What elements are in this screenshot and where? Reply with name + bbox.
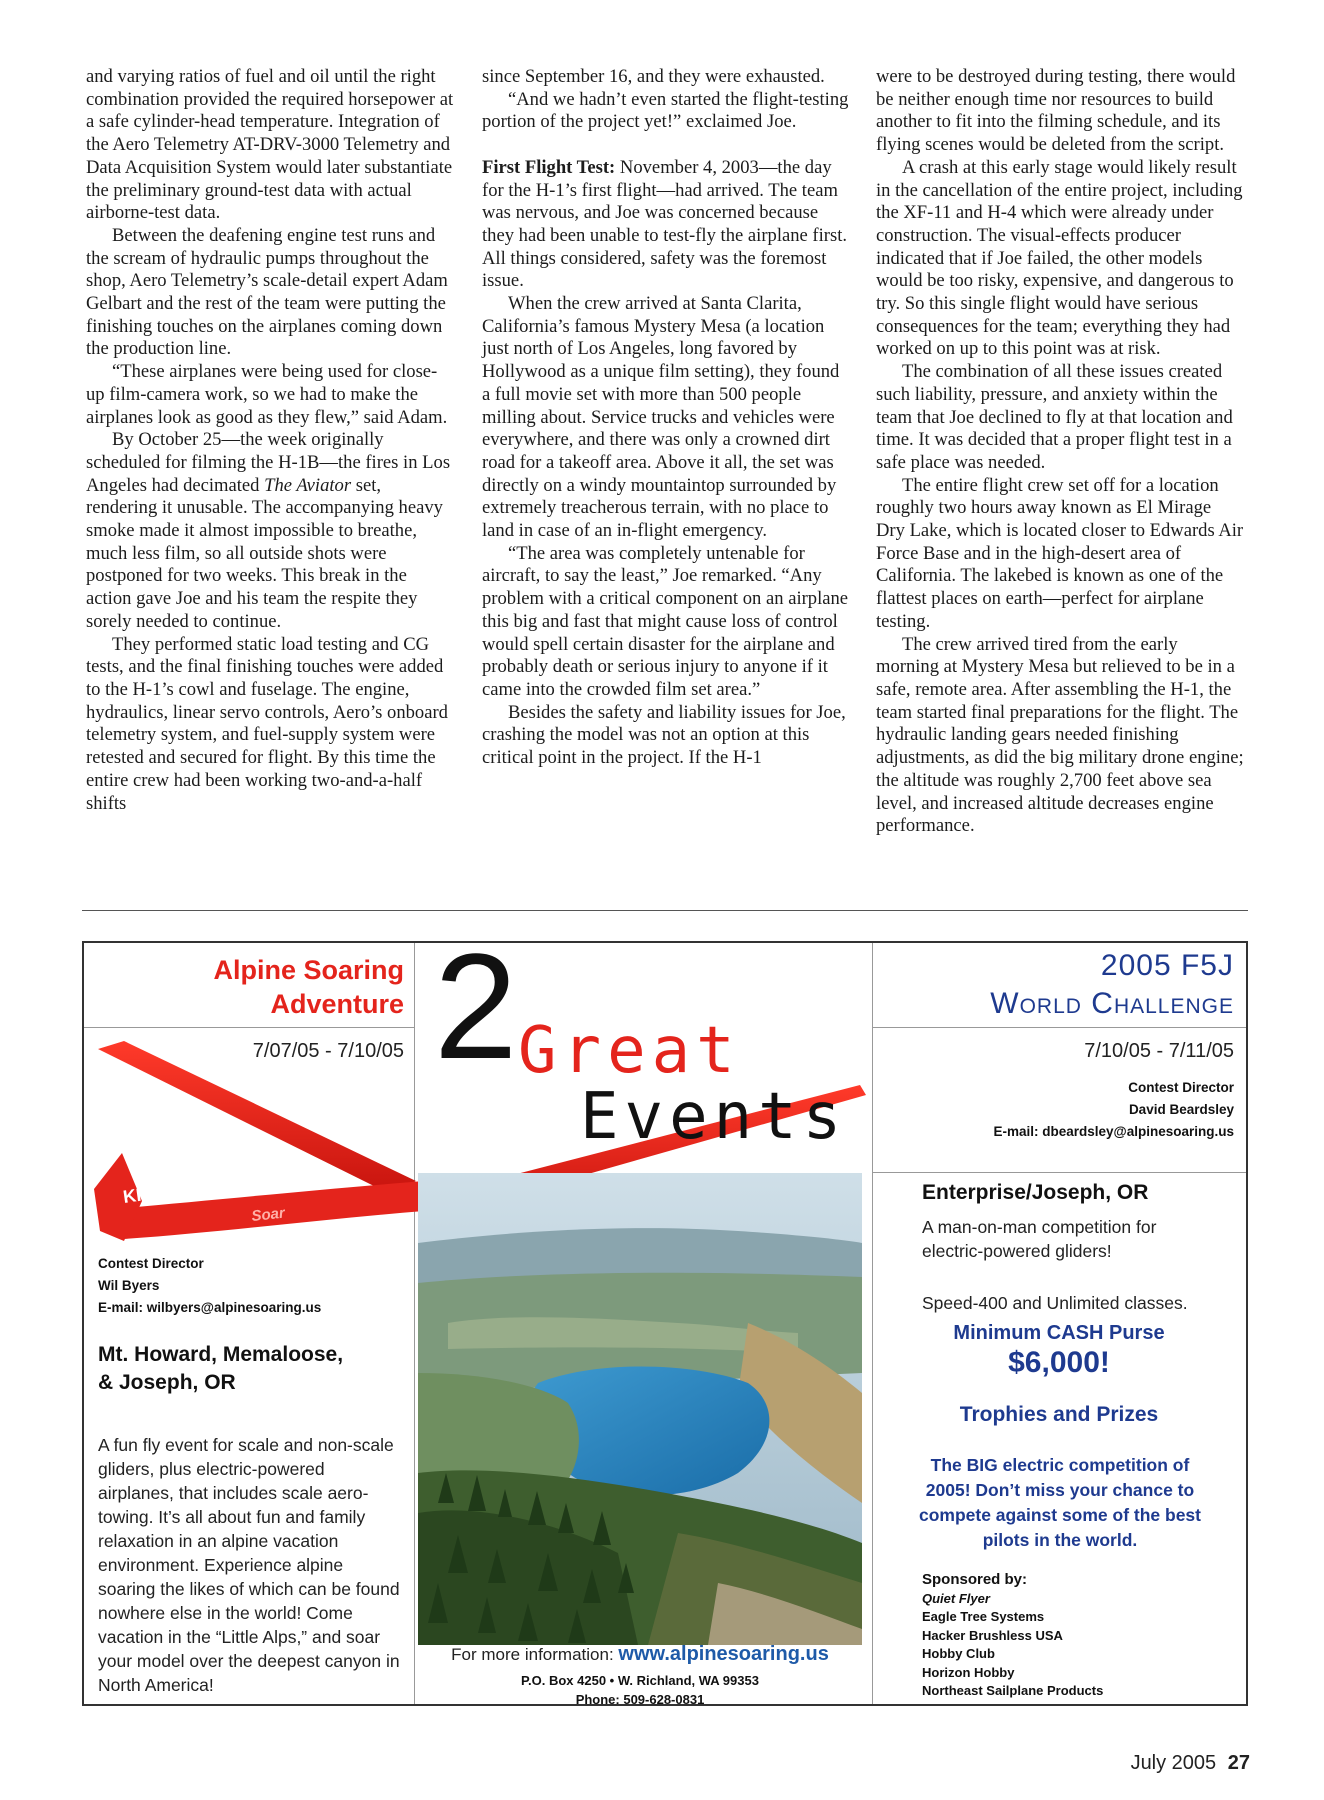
article-column-2 bbox=[482, 66, 850, 770]
more-info-label: For more information: bbox=[451, 1645, 614, 1664]
event-dates-alpine: 7/07/05 - 7/10/05 bbox=[252, 1040, 404, 1062]
sponsor-name: Hobby Club bbox=[922, 1646, 995, 1661]
sponsors bbox=[922, 1571, 1222, 1701]
paragraph: Between the deafening engine test runs and the scream of hydraulic pumps throughout the shop, Aero Telemetry’s scale-detail expert Adam Gelbart and the rest of the team were putting the finishing touches on the airplanes coming down the production line. bbox=[86, 224, 448, 360]
trophies-prizes: Trophies and Prizes bbox=[959, 1403, 1159, 1426]
text-run: November 4, 2003—the day for the H-1’s first flight—had arrived. The team was nervous, and Joe was concerned because they had been unable to test-fly the airplane first. All things considered, safety was the foremost issue. bbox=[482, 156, 848, 292]
headline-great: Great bbox=[518, 1014, 741, 1088]
divider bbox=[872, 943, 873, 1704]
subhead: First Flight Test: bbox=[482, 156, 616, 178]
purse-amount: $6,000! bbox=[1008, 1346, 1110, 1379]
event-dates-f5j: 7/10/05 - 7/11/05 bbox=[1084, 1040, 1234, 1062]
paragraph: A crash at this early stage would likely result in the cancellation of the entire project, including the XF-11 and H-4 which were already under construction. The visual-effects producer indicated that if Joe failed, the other models would be too risky, expensive, and dangerous to try. So this single flight would have serious consequences for the team; everything they had worked on up to this point was at risk. bbox=[876, 156, 1243, 360]
website-link[interactable]: www.alpinesoaring.us bbox=[618, 1643, 829, 1665]
location-line: & Joseph, OR bbox=[98, 1371, 236, 1394]
article-column-1 bbox=[86, 66, 454, 815]
title-line: 2005 F5J bbox=[1100, 949, 1234, 982]
paragraph: “The area was completely untenable for aircraft, to say the least,” Joe remarked. “Any problem with a critical component on an airplane this big and fast that might cause loss of control would spell certain disaster for the airplane and probably death or serious injury to anyone if it came into the crowded film set area.” bbox=[482, 542, 849, 700]
purse-label: Minimum CASH Purse bbox=[953, 1322, 1165, 1344]
contest-director-f5j bbox=[884, 1077, 1234, 1143]
title-line: Adventure bbox=[270, 989, 404, 1019]
text-run: set, rendering it unusable. The accompanying heavy smoke made it almost impossible to breathe, much less film, so all outside shots were postponed for two weeks. This break in the action gave Joe and his team the respite they sorely needed to continue. bbox=[86, 474, 443, 632]
location-f5j: Enterprise/Joseph, OR bbox=[922, 1181, 1149, 1204]
classes-f5j: Speed-400 and Unlimited classes. bbox=[922, 1293, 1188, 1313]
address: P.O. Box 4250 • W. Richland, WA 99353 bbox=[521, 1673, 759, 1688]
paragraph: were to be destroyed during testing, there would be neither enough time nor resources to build another to fit into the filming schedule, and its flying scenes would be deleted from the script. bbox=[876, 66, 1236, 156]
paragraph bbox=[86, 429, 454, 633]
paragraph: When the crew arrived at Santa Clarita, California’s famous Mystery Mesa (a location just north of Los Angeles, long favored by Hollywood as a unique film setting), they found a full movie set with more than 500 people milling about. Service trucks and vehicles were everywhere, and there was only a crowned dirt road for a takeoff area. Above it all, the set was directly on a windy mountaintop surrounded by extremely treacherous terrain, with no place to land in case of an in-flight emergency. bbox=[482, 293, 840, 542]
glider-fuselage-text: Soar bbox=[250, 1204, 286, 1225]
sponsor-name: Quiet Flyer bbox=[922, 1590, 990, 1606]
location-line: Mt. Howard, Memaloose, bbox=[98, 1343, 344, 1366]
headline-events: Events bbox=[580, 1080, 848, 1154]
event-title-f5j bbox=[884, 947, 1234, 1023]
director-label: Contest Director bbox=[98, 1256, 204, 1271]
director-name: David Beardsley bbox=[1128, 1102, 1234, 1117]
paragraph: The combination of all these issues created such liability, pressure, and anxiety within the team that Joe declined to fly at that location and time. It was decided that a proper flight test in a safe place was needed. bbox=[876, 361, 1233, 473]
sponsored-by-label: Sponsored by: bbox=[922, 1571, 1028, 1588]
sponsor-name: Hacker Brushless USA bbox=[922, 1627, 1063, 1643]
divider bbox=[872, 1027, 1246, 1028]
article-column-3 bbox=[876, 66, 1244, 838]
paragraph: and varying ratios of fuel and oil until the right combination provided the required horsepower at a safe cylinder-head temperature. Integration of the Aero Telemetry AT-DRV-3000 Telemetry and Data Acquisition System would later substantiate the preliminary ground-test data with actual airborne-test data. bbox=[86, 66, 454, 224]
description-f5j: A man-on-man competition for electric-powered gliders! bbox=[922, 1217, 1157, 1261]
page-number: 27 bbox=[1227, 1752, 1250, 1774]
location-alpine bbox=[98, 1341, 408, 1397]
glider-tail-text: KP bbox=[121, 1183, 150, 1207]
glider-wing bbox=[98, 1041, 416, 1193]
contest-director-alpine bbox=[98, 1253, 398, 1319]
director-name: Wil Byers bbox=[98, 1278, 160, 1293]
issue-date: July 2005 bbox=[1130, 1752, 1217, 1774]
big-number: 2 bbox=[434, 922, 514, 1090]
article-body bbox=[86, 66, 1246, 896]
description-alpine: A fun fly event for scale and non-scale gliders, plus electric-powered airplanes, that includes scale aero-towing. It’s all about fun and family relaxation in an alpine vacation environment. Experience alpine soaring the likes of which can be found nowhere else in the world! Come vacation in the “Little Alps,” and soar your model over the deepest canyon in North America! bbox=[98, 1435, 400, 1695]
paragraph bbox=[482, 157, 850, 293]
paragraph: They performed static load testing and CG tests, and the final finishing touches were added to the H-1’s cowl and fuselage. The engine, hydraulics, linear servo controls, Aero’s onboard telemetry system, and fuel-supply system were retested and secured for flight. By this time the entire crew had been working two-and-a-half shifts bbox=[86, 633, 448, 814]
paragraph: since September 16, and they were exhausted. bbox=[482, 66, 825, 87]
film-title: The Aviator bbox=[264, 474, 352, 496]
tagline: The BIG electric competition of 2005! Don’t miss your chance to compete against some of the best pilots in the world. bbox=[918, 1455, 1201, 1550]
director-label: Contest Director bbox=[1128, 1080, 1234, 1095]
paragraph: Besides the safety and liability issues for Joe, crashing the model was not an option at this critical point in the project. If the H-1 bbox=[482, 701, 846, 769]
title-line: Alpine Soaring bbox=[213, 955, 404, 985]
advertisement bbox=[82, 922, 1248, 1707]
paragraph: “And we hadn’t even started the flight-testing portion of the project yet!” exclaimed Joe. bbox=[482, 88, 849, 133]
text-run: By October 25—the week originally scheduled for filming the H-1B—the fires in Los Angeles had decimated bbox=[86, 429, 451, 496]
sponsor-name: Eagle Tree Systems bbox=[922, 1609, 1045, 1624]
divider bbox=[82, 910, 1248, 911]
lake-photo bbox=[418, 1173, 862, 1645]
more-info bbox=[418, 1643, 862, 1666]
paragraph: The entire flight crew set off for a location roughly two hours away known as El Mirage Dry Lake, which is located closer to Edwards Air Force Base and in the high-desert area of California. The lakebed is known as one of the flattest places on earth—perfect for airplane testing. bbox=[876, 474, 1244, 632]
divider bbox=[872, 1172, 1246, 1173]
paragraph: “These airplanes were being used for close-up film-camera work, so we had to make the airplanes look as good as they flew,” said Adam. bbox=[86, 361, 448, 428]
paragraph: The crew arrived tired from the early morning at Mystery Mesa but relieved to be in a safe, remote area. After assembling the H-1, the team started final preparations for the flight. The hydraulic landing gears needed finishing adjustments, as did the big military drone engine; the altitude was roughly 2,700 feet above sea level, and increased altitude decreases engine performance. bbox=[876, 633, 1244, 837]
sponsor-name: Northeast Sailplane Products bbox=[922, 1683, 1104, 1698]
page-footer bbox=[1131, 1752, 1250, 1775]
director-email: E-mail: dbeardsley@alpinesoaring.us bbox=[993, 1124, 1234, 1139]
title-line: World Challenge bbox=[990, 987, 1234, 1020]
phone: Phone: 509-628-0831 bbox=[575, 1692, 705, 1707]
director-email: E-mail: wilbyers@alpinesoaring.us bbox=[98, 1300, 322, 1315]
sponsor-name: Horizon Hobby bbox=[922, 1664, 1015, 1680]
